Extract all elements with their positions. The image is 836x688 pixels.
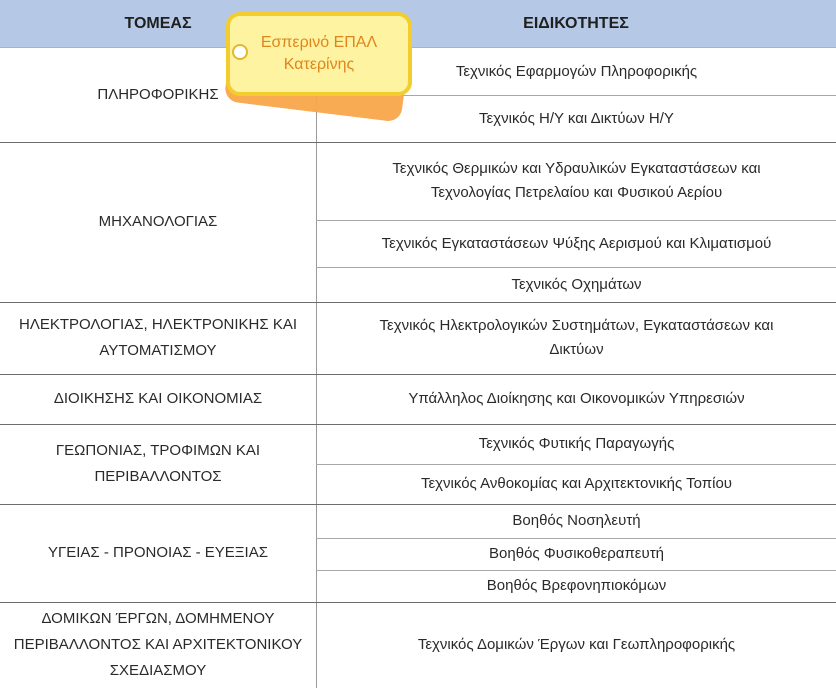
sector-name (97, 82, 218, 108)
specialty-name (382, 232, 772, 256)
cell-line: ΣΧΕΔΙΑΣΜΟΥ (109, 662, 207, 679)
specialty-divider (316, 538, 836, 539)
sector-cell (0, 602, 316, 688)
table-header (0, 0, 836, 48)
sector-name (99, 209, 218, 235)
specialty-divider (316, 570, 836, 571)
cell-line: ΠΕΡΙΒΑΛΛΟΝΤΟΣ ΚΑΙ ΑΡΧΙΤΕΚΤΟΝΙΚΟΥ (13, 636, 303, 653)
specialty-name (456, 60, 697, 84)
specialty-cell (317, 538, 836, 570)
cell-line: Δικτύων (549, 341, 604, 358)
cell-line: Τεχνικός Εγκαταστάσεων Ψύξης Αερισμού και Κλιματισμού (381, 234, 772, 252)
cell-line: Τεχνικός Οχημάτων (511, 275, 642, 293)
sector-name (19, 312, 297, 364)
specialty-name (489, 542, 664, 566)
sector-name (48, 540, 268, 566)
specialty-divider (316, 267, 836, 268)
tag-line-1: Εσπερινό ΕΠΑΛ (260, 34, 378, 51)
sector-column-header: ΤΟΜΕΑΣ (124, 15, 192, 32)
specialty-divider (316, 464, 836, 465)
cell-line: Βοηθός Βρεφονηπιοκόμων (486, 577, 667, 594)
sector-name (14, 606, 302, 684)
sector-divider (0, 302, 836, 303)
cell-line: ΠΕΡΙΒΑΛΛΟΝΤΟΣ (94, 468, 222, 485)
sector-cell (0, 424, 316, 504)
specialty-cell (317, 570, 836, 602)
specialty-cell (317, 424, 836, 464)
sector-divider (0, 602, 836, 603)
cell-line: ΜΗΧΑΝΟΛΟΓΙΑΣ (98, 213, 218, 230)
specialty-name (408, 387, 744, 411)
specialty-name (512, 509, 640, 533)
cell-line: Τεχνικός Ανθοκομίας και Αρχιτεκτονικής Τοπίου (420, 475, 732, 492)
sector-cell (0, 302, 316, 374)
cell-line: Τεχνικός Ηλεκτρολογικών Συστημάτων, Εγκαταστάσεων και (379, 317, 774, 334)
cell-line: Βοηθός Φυσικοθεραπευτή (489, 545, 664, 562)
specialty-name (511, 273, 641, 297)
sector-divider (0, 424, 836, 425)
sector-cell (0, 142, 316, 302)
specialty-cell (317, 464, 836, 504)
specialty-name (479, 107, 674, 131)
specialties-column-header: ΕΙΔΙΚΟΤΗΤΕΣ (523, 15, 629, 32)
specialty-cell (317, 302, 836, 374)
school-tag-label (218, 6, 418, 136)
sector-name (54, 386, 262, 412)
specialty-name (392, 157, 760, 205)
specialty-cell (317, 142, 836, 220)
cell-line: ΗΛΕΚΤΡΟΛΟΓΙΑΣ, ΗΛΕΚΤΡΟΝΙΚΗΣ ΚΑΙ (19, 316, 297, 333)
specialty-cell (317, 504, 836, 538)
specialty-divider (316, 220, 836, 221)
sector-cell (0, 374, 316, 424)
sector-divider (0, 374, 836, 375)
specialty-name (418, 633, 735, 657)
cell-line: Τεχνικός Θερμικών και Υδραυλικών Εγκαταστάσεων και (392, 160, 761, 177)
tag-front-shape (226, 12, 412, 96)
cell-line: Υπάλληλος Διοίκησης και Οικονομικών Υπηρεσιών (408, 390, 745, 407)
cell-line: ΓΕΩΠΟΝΙΑΣ, ΤΡΟΦΙΜΩΝ ΚΑΙ (55, 442, 261, 459)
specialty-name (421, 472, 732, 496)
specialty-name (380, 314, 774, 362)
cell-line: ΑΥΤΟΜΑΤΙΣΜΟΥ (99, 342, 217, 359)
specialty-cell (317, 220, 836, 267)
cell-line: ΥΓΕΙΑΣ - ΠΡΟΝΟΙΑΣ - ΕΥΕΞΙΑΣ (47, 544, 269, 561)
cell-line: ΔΟΜΙΚΩΝ ΈΡΓΩΝ, ΔΟΜΗΜΕΝΟΥ (41, 610, 275, 627)
tag-hole-icon (232, 44, 248, 60)
sector-divider (0, 142, 836, 143)
cell-line: ΔΙΟΙΚΗΣΗΣ ΚΑΙ ΟΙΚΟΝΟΜΙΑΣ (53, 390, 263, 407)
cell-line: Τεχνικός Εφαρμογών Πληροφορικής (455, 62, 698, 80)
cell-line: ΠΛΗΡΟΦΟΡΙΚΗΣ (97, 86, 219, 103)
tag-line-2: Κατερίνης (283, 56, 355, 73)
specialty-cell (317, 374, 836, 424)
cell-line: Τεχνικός Φυτικής Παραγωγής (478, 435, 675, 452)
specialty-name (479, 432, 675, 456)
cell-line: Τεχνικός Δομικών Έργων και Γεωπληροφορικής (417, 636, 736, 653)
cell-line: Τεχνολογίας Πετρελαίου και Φυσικού Αερίου (430, 184, 723, 201)
specialty-cell (317, 267, 836, 302)
sector-name (56, 438, 260, 490)
cell-line: Βοηθός Νοσηλευτή (512, 512, 641, 529)
cell-line: Τεχνικός Η/Υ και Δικτύων Η/Υ (479, 109, 674, 127)
sector-divider (0, 504, 836, 505)
sector-cell (0, 504, 316, 602)
specialty-name (487, 574, 666, 598)
specialty-cell (317, 602, 836, 688)
